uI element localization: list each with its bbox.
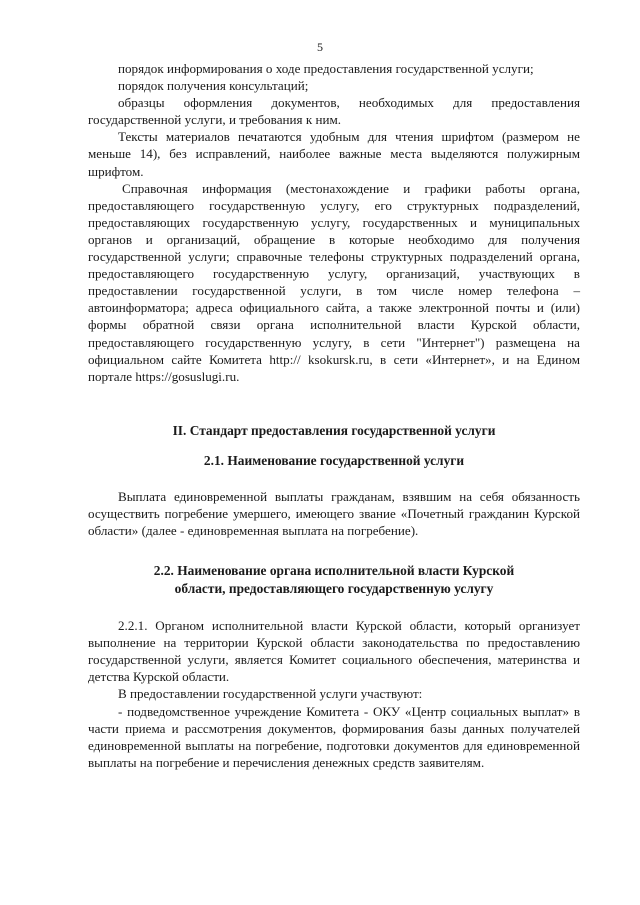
subsection-heading-2-1: 2.1. Наименование государственной услуги (203, 453, 465, 469)
paragraph-reference-info: Справочная информация (местонахождение и графики работы органа, предоставляющего государственную услугу, его структурных подразделений, предоставляющих государственную услугу, государственных и муниципальных органов и организаций, обращение в которые необходимо для получения государственной услуги; справочные телефоны структурных подразделений органа, предоставляющего государственную услугу, организаций, участвующих в предоставлении государственной услуги, в том числе номер телефона – автоинформатора; адреса официального сайта, а также электронной почты и (или) формы обратной связи органа исполнительной власти Курской области, предоставляющего государственную услугу, в сети "Интернет") размещена на официальном сайте Комитета http:// ksokursk.ru, в сети «Интернет», и на Едином портале https://gosuslugi.ru. (88, 180, 580, 384)
page-number: 5 (317, 40, 323, 54)
paragraph-informing-order: порядок информирования о ходе предоставления государственной услуги; (118, 61, 534, 76)
subsection-heading-2-2-line2: области, предоставляющего государственную услугу (174, 580, 494, 596)
paragraph-document-samples: образцы оформления документов, необходимых для предоставления государственной услуги, и требования к ним. (88, 95, 580, 128)
paragraph-service-name: Выплата единовременной выплаты гражданам, взявшим на себя обязанность осуществить погребение умершего, имеющего звание «Почетный гражданин Курской области» (далее - единовременная выплата на погребение). (88, 488, 580, 538)
document-body (88, 60, 580, 771)
paragraph-consultations: порядок получения консультаций; (118, 78, 309, 94)
paragraph-font-requirements: Тексты материалов печатаются удобным для чтения шрифтом (размером не меньше 14), без исправлений, наиболее важные места выделяются полужирным шрифтом. (88, 129, 580, 179)
section-heading: II. Стандарт предоставления государственной услуги (172, 422, 496, 438)
paragraph-participants: В предоставлении государственной услуги участвуют: (118, 686, 423, 702)
paragraph-2-2-1: 2.2.1. Органом исполнительной власти Курской области, который организует выполнение на территории Курской области законодательства по предоставлению государственной услуги, является Комитет социального обеспечения, материнства и детства Курской области. (88, 618, 580, 685)
subsection-heading-2-2-line1: 2.2. Наименование органа исполнительной власти Курской (153, 563, 515, 579)
paragraph-subordinate-institution: - подведомственное учреждение Комитета - ОКУ «Центр социальных выплат» в части приема и рассмотрения документов, формирования базы данных получателей единовременной выплаты на погребение, подготовки документов для единовременной выплаты на погребение и перечисления денежных средств заявителям. (88, 703, 580, 770)
